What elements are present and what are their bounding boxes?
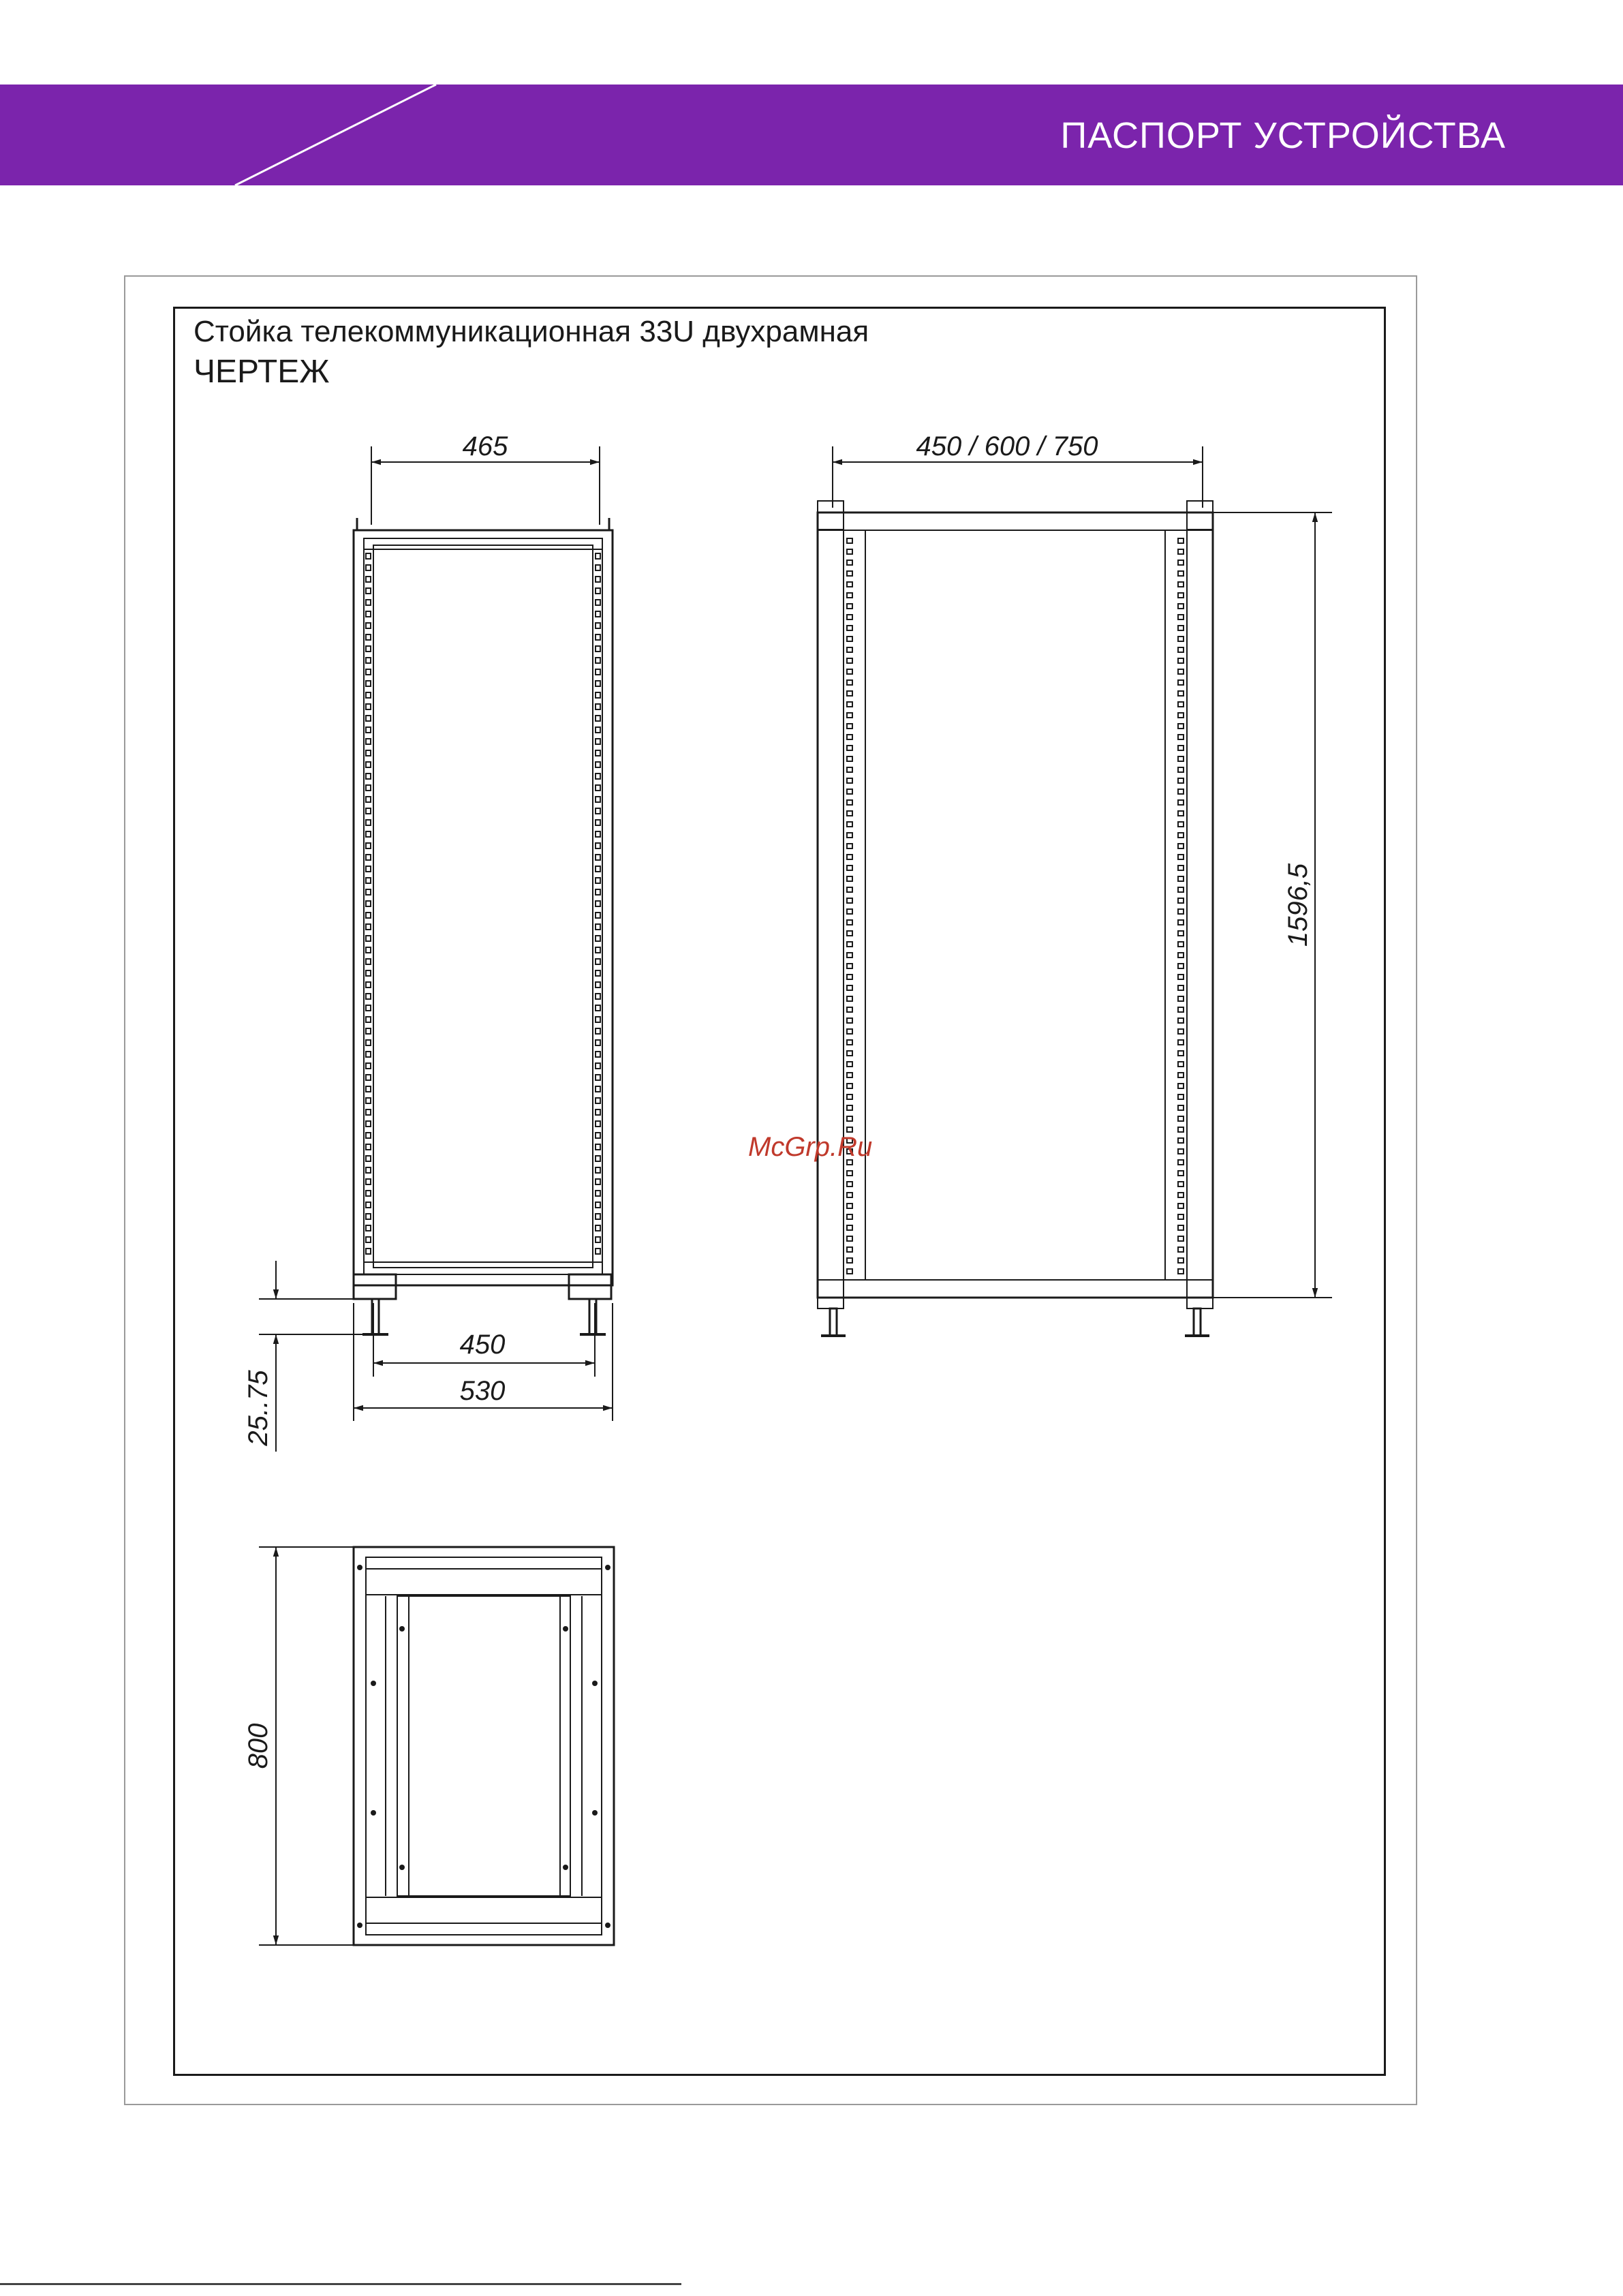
perforation-hole <box>366 959 371 964</box>
perforation-hole <box>1178 702 1184 707</box>
side-view <box>354 518 613 1334</box>
perforation-hole <box>596 1179 600 1184</box>
perforation-hole <box>596 889 600 895</box>
perforation-hole <box>596 1098 600 1103</box>
perforation-hole <box>1178 647 1184 652</box>
perforation-hole <box>1178 1116 1184 1121</box>
perforation-hole <box>1178 1138 1184 1143</box>
perforation-hole <box>1178 898 1184 903</box>
perforation-hole <box>366 1098 371 1103</box>
perforation-hole <box>1178 1182 1184 1187</box>
perforation-hole <box>1178 833 1184 838</box>
perforation-hole <box>1178 1062 1184 1067</box>
perforation-hole <box>847 985 852 990</box>
perforation-hole <box>1178 735 1184 739</box>
perforation-hole <box>596 1028 600 1034</box>
perforation-hole <box>847 1051 852 1056</box>
perforation-hole <box>596 704 600 709</box>
perforation-hole <box>847 669 852 674</box>
perforation-hole <box>1178 637 1184 641</box>
perforation-hole <box>847 1127 852 1132</box>
drawing-heading: ЧЕРТЕЖ <box>194 354 330 390</box>
perforation-hole <box>366 913 371 918</box>
perforation-hole <box>847 604 852 609</box>
perforation-hole <box>366 553 371 559</box>
perforation-hole <box>366 1075 371 1080</box>
perforation-hole <box>1178 876 1184 881</box>
top-view <box>354 1547 614 1945</box>
perforation-hole <box>596 901 600 906</box>
perforation-hole <box>1178 582 1184 587</box>
perforation-hole <box>596 1121 600 1127</box>
perforation-hole <box>366 982 371 988</box>
perforation-hole <box>847 1084 852 1088</box>
perforation-hole <box>847 855 852 859</box>
perforation-hole <box>847 887 852 892</box>
perforation-hole <box>1178 1149 1184 1154</box>
perforation-hole <box>366 1121 371 1127</box>
perforation-hole <box>366 785 371 791</box>
perforation-hole <box>596 1017 600 1022</box>
perforation-hole <box>596 1167 600 1173</box>
perforation-hole <box>366 1202 371 1208</box>
perforation-hole <box>1178 549 1184 554</box>
perforation-hole <box>847 582 852 587</box>
perforation-hole <box>596 1237 600 1242</box>
perforation-hole <box>1178 1084 1184 1088</box>
perforation-hole <box>847 1029 852 1034</box>
perforation-hole <box>1178 593 1184 598</box>
perforation-hole <box>366 577 371 582</box>
perforation-hole <box>366 970 371 976</box>
perforation-hole <box>366 1167 371 1173</box>
perforation-hole <box>366 565 371 570</box>
perforation-hole <box>1178 538 1184 543</box>
perforation-hole <box>596 855 600 860</box>
perforation-hole <box>596 646 600 652</box>
perforation-hole <box>847 942 852 947</box>
perforation-hole <box>366 831 371 837</box>
perforation-hole <box>847 713 852 718</box>
perforation-hole <box>366 588 371 594</box>
perforation-hole <box>847 735 852 739</box>
perforation-hole <box>847 615 852 619</box>
perforation-hole <box>1178 942 1184 947</box>
perforation-hole <box>366 936 371 941</box>
perforation-hole <box>847 571 852 576</box>
mounting-hole <box>357 1923 362 1928</box>
front-view-perforation-right <box>1178 538 1184 1274</box>
perforation-hole <box>847 833 852 838</box>
perforation-hole <box>847 680 852 685</box>
perforation-hole <box>847 964 852 968</box>
mounting-hole <box>592 1810 598 1816</box>
perforation-hole <box>596 762 600 767</box>
perforation-hole <box>847 1236 852 1241</box>
perforation-hole <box>596 1086 600 1092</box>
perforation-hole <box>1178 1095 1184 1099</box>
perforation-hole <box>596 878 600 883</box>
perforation-hole <box>596 1156 600 1161</box>
perforation-hole <box>366 820 371 825</box>
perforation-hole <box>847 626 852 630</box>
perforation-hole <box>596 774 600 779</box>
perforation-hole <box>596 565 600 570</box>
perforation-hole <box>366 1237 371 1242</box>
perforation-hole <box>1178 985 1184 990</box>
perforation-hole <box>596 1249 600 1254</box>
perforation-hole <box>1178 571 1184 576</box>
perforation-hole <box>596 994 600 999</box>
perforation-hole <box>366 924 371 930</box>
perforation-hole <box>366 774 371 779</box>
perforation-hole <box>1178 767 1184 772</box>
perforation-hole <box>1178 746 1184 750</box>
perforation-hole <box>847 909 852 914</box>
perforation-hole <box>366 1063 371 1069</box>
perforation-hole <box>366 727 371 733</box>
perforation-hole <box>596 553 600 559</box>
perforation-hole <box>1178 1160 1184 1165</box>
perforation-hole <box>847 996 852 1001</box>
perforation-hole <box>596 820 600 825</box>
perforation-hole <box>1178 975 1184 979</box>
mounting-hole <box>605 1565 610 1570</box>
front-view <box>818 501 1213 1336</box>
perforation-hole <box>596 727 600 733</box>
perforation-hole <box>596 623 600 628</box>
perforation-hole <box>596 750 600 756</box>
perforation-hole <box>1178 1204 1184 1208</box>
footer-rule <box>0 2283 681 2285</box>
perforation-hole <box>847 975 852 979</box>
perforation-hole <box>1178 822 1184 827</box>
dim-side-width: 465 <box>462 431 508 461</box>
perforation-hole <box>1178 1258 1184 1263</box>
perforation-hole <box>596 634 600 640</box>
perforation-hole <box>596 843 600 848</box>
perforation-hole <box>366 611 371 617</box>
mounting-hole <box>399 1626 405 1632</box>
perforation-hole <box>1178 800 1184 805</box>
perforation-hole <box>366 658 371 663</box>
mounting-hole <box>605 1923 610 1928</box>
perforation-hole <box>1178 789 1184 794</box>
perforation-hole <box>847 898 852 903</box>
perforation-hole <box>1178 1007 1184 1012</box>
dim-front-height: 1596,5 <box>1283 863 1313 947</box>
perforation-hole <box>847 1105 852 1110</box>
perforation-hole <box>1178 1127 1184 1132</box>
perforation-hole <box>847 549 852 554</box>
perforation-hole <box>596 808 600 814</box>
perforation-hole <box>1178 1105 1184 1110</box>
perforation-hole <box>596 681 600 686</box>
perforation-hole <box>596 692 600 698</box>
perforation-hole <box>1178 1193 1184 1197</box>
perforation-hole <box>596 947 600 953</box>
perforation-hole <box>366 901 371 906</box>
perforation-hole <box>1178 1225 1184 1230</box>
perforation-hole <box>366 1144 371 1150</box>
perforation-hole <box>596 577 600 582</box>
dim-base-width: 530 <box>459 1376 506 1406</box>
perforation-hole <box>366 797 371 802</box>
perforation-hole <box>847 1040 852 1045</box>
front-view-perforation-left <box>847 538 852 1274</box>
perforation-hole <box>1178 560 1184 565</box>
perforation-hole <box>366 1028 371 1034</box>
perforation-hole <box>596 1109 600 1115</box>
perforation-hole <box>596 785 600 791</box>
perforation-hole <box>1178 658 1184 663</box>
perforation-hole <box>847 822 852 827</box>
perforation-hole <box>366 681 371 686</box>
perforation-hole <box>366 1191 371 1196</box>
perforation-hole <box>596 1005 600 1011</box>
perforation-hole <box>366 1017 371 1022</box>
perforation-hole <box>366 1156 371 1161</box>
perforation-hole <box>366 669 371 675</box>
perforation-hole <box>596 1133 600 1138</box>
perforation-hole <box>596 982 600 988</box>
perforation-hole <box>366 947 371 953</box>
perforation-hole <box>366 855 371 860</box>
perforation-hole <box>847 844 852 848</box>
perforation-hole <box>847 800 852 805</box>
perforation-hole <box>596 1214 600 1219</box>
perforation-hole <box>847 1193 852 1197</box>
perforation-hole <box>596 1052 600 1057</box>
perforation-hole <box>847 1018 852 1023</box>
perforation-hole <box>366 623 371 628</box>
perforation-hole <box>596 1063 600 1069</box>
side-view-perforation-right <box>596 553 600 1254</box>
perforation-hole <box>847 1171 852 1176</box>
perforation-hole <box>847 538 852 543</box>
perforation-hole <box>1178 931 1184 936</box>
perforation-hole <box>1178 1269 1184 1274</box>
perforation-hole <box>1178 811 1184 816</box>
mounting-hole <box>563 1865 568 1870</box>
perforation-hole <box>596 739 600 744</box>
perforation-hole <box>596 1040 600 1045</box>
perforation-hole <box>1178 953 1184 958</box>
perforation-hole <box>1178 866 1184 870</box>
perforation-hole <box>366 889 371 895</box>
perforation-hole <box>366 704 371 709</box>
perforation-hole <box>847 953 852 958</box>
perforation-hole <box>596 866 600 872</box>
perforation-hole <box>366 739 371 744</box>
perforation-hole <box>847 1182 852 1187</box>
perforation-hole <box>847 811 852 816</box>
perforation-hole <box>366 866 371 872</box>
perforation-hole <box>596 600 600 605</box>
perforation-hole <box>847 658 852 663</box>
mounting-hole <box>371 1681 376 1686</box>
perforation-hole <box>596 970 600 976</box>
perforation-hole <box>847 866 852 870</box>
perforation-hole <box>1178 1029 1184 1034</box>
perforation-hole <box>366 1133 371 1138</box>
perforation-hole <box>847 876 852 881</box>
perforation-hole <box>596 658 600 663</box>
perforation-hole <box>366 1214 371 1219</box>
perforation-hole <box>1178 855 1184 859</box>
perforation-hole <box>847 1204 852 1208</box>
perforation-hole <box>366 878 371 883</box>
perforation-hole <box>1178 964 1184 968</box>
perforation-hole <box>366 1249 371 1254</box>
perforation-hole <box>596 797 600 802</box>
perforation-hole <box>596 716 600 721</box>
perforation-hole <box>847 1258 852 1263</box>
perforation-hole <box>847 746 852 750</box>
perforation-hole <box>1178 1040 1184 1045</box>
perforation-hole <box>847 931 852 936</box>
perforation-hole <box>596 1225 600 1231</box>
top-view-holes <box>357 1565 610 1928</box>
perforation-hole <box>1178 1214 1184 1219</box>
perforation-hole <box>847 789 852 794</box>
dim-foot-adjust: 25..75 <box>243 1370 273 1446</box>
perforation-hole <box>847 1225 852 1230</box>
perforation-hole <box>847 1073 852 1077</box>
perforation-hole <box>1178 691 1184 696</box>
perforation-hole <box>1178 604 1184 609</box>
perforation-hole <box>847 756 852 761</box>
perforation-hole <box>847 1007 852 1012</box>
perforation-hole <box>366 750 371 756</box>
perforation-hole <box>847 637 852 641</box>
perforation-hole <box>366 692 371 698</box>
side-view-perforation-left <box>366 553 371 1254</box>
perforation-hole <box>596 936 600 941</box>
dim-front-width: 450 / 600 / 750 <box>916 431 1098 461</box>
perforation-hole <box>366 994 371 999</box>
perforation-hole <box>366 1052 371 1057</box>
watermark-text: McGrp.Ru <box>748 1132 873 1162</box>
perforation-hole <box>1178 626 1184 630</box>
dim-top-depth: 800 <box>243 1723 273 1769</box>
perforation-hole <box>366 843 371 848</box>
perforation-hole <box>1178 713 1184 718</box>
mounting-hole <box>592 1681 598 1686</box>
perforation-hole <box>366 1086 371 1092</box>
perforation-hole <box>596 924 600 930</box>
perforation-hole <box>596 1075 600 1080</box>
mounting-hole <box>399 1865 405 1870</box>
perforation-hole <box>847 1116 852 1121</box>
perforation-hole <box>366 646 371 652</box>
perforation-hole <box>596 959 600 964</box>
perforation-hole <box>847 1095 852 1099</box>
perforation-hole <box>366 1040 371 1045</box>
perforation-hole <box>847 1247 852 1252</box>
perforation-hole <box>847 1269 852 1274</box>
perforation-hole <box>366 634 371 640</box>
perforation-hole <box>847 691 852 696</box>
perforation-hole <box>1178 756 1184 761</box>
perforation-hole <box>366 1179 371 1184</box>
perforation-hole <box>1178 1018 1184 1023</box>
perforation-hole <box>366 808 371 814</box>
perforation-hole <box>366 716 371 721</box>
perforation-hole <box>1178 669 1184 674</box>
perforation-hole <box>366 1109 371 1115</box>
perforation-hole <box>1178 724 1184 729</box>
mounting-hole <box>563 1626 568 1632</box>
perforation-hole <box>847 593 852 598</box>
perforation-hole <box>366 762 371 767</box>
mounting-hole <box>371 1810 376 1816</box>
perforation-hole <box>1178 615 1184 619</box>
perforation-hole <box>596 1191 600 1196</box>
perforation-hole <box>1178 920 1184 925</box>
perforation-hole <box>847 767 852 772</box>
perforation-hole <box>596 831 600 837</box>
product-title: Стойка телекоммуникационная 33U двухрамная <box>194 315 869 348</box>
perforation-hole <box>366 600 371 605</box>
dim-feet-spacing: 450 <box>459 1330 506 1360</box>
perforation-hole <box>366 1225 371 1231</box>
perforation-hole <box>1178 680 1184 685</box>
perforation-hole <box>847 702 852 707</box>
mounting-hole <box>357 1565 362 1570</box>
perforation-hole <box>847 647 852 652</box>
perforation-hole <box>847 778 852 783</box>
perforation-hole <box>1178 1247 1184 1252</box>
perforation-hole <box>596 913 600 918</box>
perforation-hole <box>1178 844 1184 848</box>
perforation-hole <box>1178 996 1184 1001</box>
perforation-hole <box>847 920 852 925</box>
perforation-hole <box>847 724 852 729</box>
perforation-hole <box>596 588 600 594</box>
perforation-hole <box>1178 1073 1184 1077</box>
perforation-hole <box>1178 1171 1184 1176</box>
perforation-hole <box>596 611 600 617</box>
perforation-hole <box>596 1144 600 1150</box>
perforation-hole <box>1178 1236 1184 1241</box>
perforation-hole <box>596 669 600 675</box>
perforation-hole <box>596 1202 600 1208</box>
perforation-hole <box>1178 887 1184 892</box>
perforation-hole <box>1178 909 1184 914</box>
header-title: ПАСПОРТ УСТРОЙСТВА <box>1060 115 1506 156</box>
perforation-hole <box>847 560 852 565</box>
perforation-hole <box>847 1214 852 1219</box>
perforation-hole <box>366 1005 371 1011</box>
perforation-hole <box>847 1062 852 1067</box>
perforation-hole <box>1178 778 1184 783</box>
perforation-hole <box>1178 1051 1184 1056</box>
